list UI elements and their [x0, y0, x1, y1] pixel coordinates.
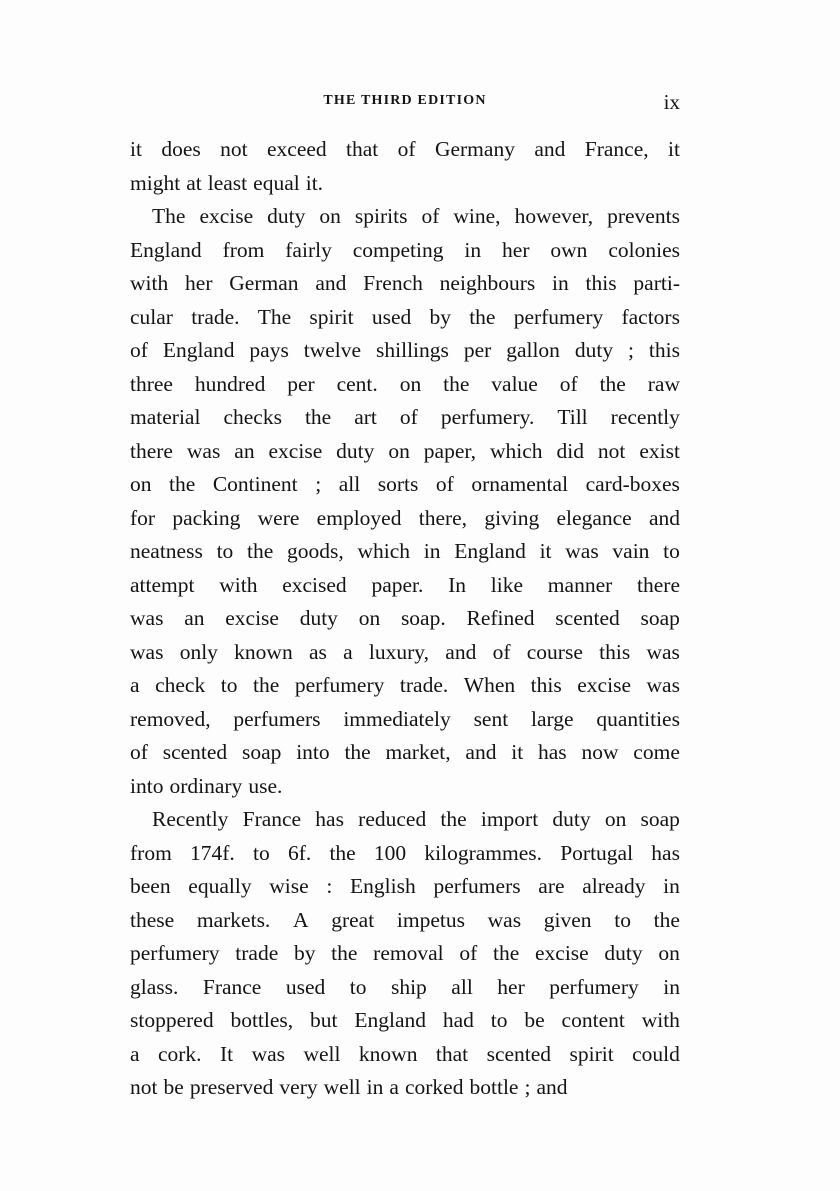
- text-line: [130, 401, 680, 435]
- word: in: [663, 974, 680, 999]
- word: glass.: [130, 974, 179, 999]
- text-line: [130, 1004, 680, 1038]
- word: was: [487, 907, 522, 932]
- word: this: [530, 673, 562, 697]
- word: of: [435, 472, 454, 496]
- word: these: [130, 907, 175, 932]
- word: scented: [486, 1041, 552, 1066]
- word: soap: [241, 740, 282, 764]
- word: duty: [267, 204, 306, 228]
- word: did: [556, 438, 584, 463]
- word: cent.: [336, 371, 378, 396]
- word: gallon: [506, 338, 560, 362]
- word: an: [234, 438, 255, 463]
- word: as: [308, 639, 327, 664]
- word: neatness: [130, 539, 203, 563]
- word: the: [169, 472, 196, 496]
- word: spirits: [354, 204, 408, 228]
- word: the: [440, 807, 467, 831]
- word: the: [653, 907, 680, 932]
- word: like: [490, 572, 524, 597]
- word: the: [247, 539, 274, 563]
- word: bottle: [469, 1075, 519, 1099]
- word: England: [130, 237, 202, 262]
- word: prevents: [607, 204, 680, 228]
- word: competing: [352, 237, 444, 262]
- word: The: [152, 204, 186, 228]
- word: that: [346, 137, 379, 161]
- word: that: [435, 1041, 469, 1066]
- word: from: [222, 237, 265, 262]
- word: of: [421, 204, 440, 228]
- word: English: [350, 874, 416, 898]
- word: by: [293, 941, 316, 965]
- word: the: [304, 405, 332, 429]
- word: spirit: [569, 1041, 614, 1066]
- word: her: [185, 271, 213, 295]
- word: was: [251, 1041, 286, 1066]
- word: of: [459, 941, 478, 965]
- word: 100: [373, 840, 407, 865]
- word: but: [310, 1008, 338, 1032]
- word: :: [326, 874, 333, 898]
- word: markets.: [196, 907, 271, 932]
- word: scented: [555, 606, 620, 630]
- word: great: [331, 907, 375, 932]
- word: French: [363, 271, 423, 295]
- running-head: [130, 90, 680, 118]
- word: wine,: [453, 204, 501, 228]
- word: for: [130, 505, 156, 530]
- word: ;: [628, 338, 634, 362]
- word: per: [463, 338, 492, 362]
- word: to: [614, 907, 631, 932]
- text-line: [130, 703, 680, 737]
- word: perfumers: [233, 706, 321, 731]
- word: soap: [640, 606, 680, 630]
- word: come: [633, 740, 680, 764]
- word: use.: [248, 773, 283, 798]
- word: has: [538, 740, 567, 764]
- paragraph: [130, 133, 680, 200]
- text-line: [130, 870, 680, 904]
- word: trade.: [191, 304, 240, 329]
- word: large: [530, 706, 574, 731]
- word: twelve: [303, 338, 362, 362]
- word: excise: [534, 941, 589, 965]
- word: Continent: [212, 472, 298, 496]
- word: France: [202, 974, 262, 999]
- word: this: [599, 639, 631, 664]
- word: it: [511, 740, 524, 764]
- word: there: [637, 572, 680, 597]
- word: in: [663, 874, 680, 898]
- text-line: [130, 1038, 680, 1072]
- word: duty: [552, 807, 591, 831]
- word: are: [538, 874, 565, 898]
- word: check: [155, 673, 206, 697]
- word: neighbours: [439, 271, 536, 295]
- word: paper.: [371, 572, 424, 597]
- word: to: [490, 1008, 508, 1032]
- word: has: [315, 807, 344, 831]
- word: elegance: [556, 505, 632, 530]
- word: was: [130, 639, 164, 664]
- word: 6f.: [287, 840, 312, 865]
- text-line: [130, 535, 680, 569]
- word: be: [163, 1075, 184, 1099]
- text-line: [130, 803, 680, 837]
- text-line: [130, 301, 680, 335]
- word: duty: [299, 606, 338, 630]
- text-line: [130, 468, 680, 502]
- word: removal: [373, 941, 444, 965]
- word: perfumery: [513, 304, 604, 329]
- word: the: [469, 304, 496, 329]
- word: it: [130, 137, 142, 161]
- word: was: [130, 606, 164, 630]
- word: excise: [577, 673, 631, 697]
- text-line: [130, 1071, 680, 1105]
- text-line: [130, 334, 680, 368]
- word: employed: [316, 505, 402, 530]
- paragraph: [130, 803, 680, 1105]
- word: already: [582, 874, 646, 898]
- word: known: [234, 639, 293, 664]
- word: a: [130, 673, 140, 697]
- page-number: ix: [663, 90, 680, 114]
- word: was: [565, 539, 599, 563]
- word: Refined: [466, 606, 535, 630]
- word: it: [539, 539, 552, 563]
- word: in: [552, 271, 569, 295]
- word: and: [315, 271, 347, 295]
- word: pays: [249, 338, 289, 362]
- word: had: [442, 1008, 474, 1032]
- word: luxury,: [368, 639, 430, 664]
- word: a: [389, 1075, 399, 1099]
- word: and: [648, 505, 680, 530]
- word: Recently: [152, 807, 229, 831]
- word: and: [536, 1075, 568, 1099]
- word: however,: [514, 204, 594, 228]
- word: cular: [130, 304, 173, 329]
- word: known: [358, 1041, 418, 1066]
- word: soap.: [400, 606, 446, 630]
- text-line: [130, 837, 680, 871]
- word: trade.: [399, 673, 449, 697]
- text-line: [130, 435, 680, 469]
- word: not: [220, 137, 248, 161]
- word: the: [492, 941, 520, 965]
- word: be: [524, 1008, 545, 1032]
- word: in: [366, 1075, 384, 1099]
- word: It: [220, 1041, 234, 1066]
- word: the: [599, 371, 626, 396]
- word: the: [443, 371, 470, 396]
- word: and: [534, 137, 566, 161]
- word: France: [242, 807, 302, 831]
- word: the: [344, 740, 371, 764]
- word: content: [561, 1008, 625, 1032]
- word: to: [253, 840, 270, 865]
- word: perfumery.: [440, 405, 535, 429]
- word: with: [219, 572, 258, 597]
- word: duty: [336, 438, 375, 463]
- word: on: [604, 807, 627, 831]
- word: was: [646, 639, 680, 664]
- word: used: [371, 304, 412, 329]
- word: fairly: [285, 237, 332, 262]
- word: When: [463, 673, 516, 697]
- word: on: [358, 606, 381, 630]
- word: ornamental: [471, 472, 569, 496]
- word: not: [130, 1075, 158, 1099]
- word: least: [207, 170, 248, 195]
- text-line: [130, 904, 680, 938]
- word: were: [257, 505, 300, 530]
- word: reduced: [358, 807, 427, 831]
- word: her: [502, 237, 530, 262]
- word: duty: [604, 941, 643, 965]
- word: exist: [639, 438, 680, 463]
- word: import: [480, 807, 539, 831]
- word: does: [161, 137, 201, 161]
- word: France,: [584, 137, 649, 161]
- word: checks: [223, 405, 282, 429]
- word: not: [597, 438, 626, 463]
- text-line: [130, 602, 680, 636]
- word: in: [464, 237, 482, 262]
- word: per: [287, 371, 315, 396]
- word: goods,: [287, 539, 344, 563]
- word: material: [130, 405, 201, 429]
- word: on: [319, 204, 341, 228]
- word: on: [130, 472, 152, 496]
- text-line: [130, 569, 680, 603]
- text-line: [130, 669, 680, 703]
- word: cork.: [157, 1041, 202, 1066]
- word: preserved: [189, 1075, 274, 1099]
- word: of: [492, 639, 511, 664]
- word: in: [423, 539, 441, 563]
- word: of: [130, 740, 148, 764]
- word: perfumery: [294, 673, 385, 697]
- word: used: [285, 974, 326, 999]
- word: was: [186, 438, 221, 463]
- word: spirit: [309, 304, 354, 329]
- word: was: [646, 673, 680, 697]
- word: ;: [524, 1075, 531, 1099]
- word: excise: [225, 606, 279, 630]
- word: the: [331, 941, 358, 965]
- text-line: [130, 736, 680, 770]
- word: all: [451, 974, 473, 999]
- text-line: [130, 267, 680, 301]
- word: it.: [305, 170, 324, 195]
- word: parti-: [633, 271, 680, 295]
- word: by: [429, 304, 451, 329]
- word: exceed: [266, 137, 327, 161]
- word: with: [130, 271, 169, 295]
- paragraph: [130, 200, 680, 803]
- word: paper,: [423, 438, 477, 463]
- word: wise: [269, 874, 309, 898]
- word: to: [220, 673, 238, 697]
- word: removed,: [130, 706, 211, 731]
- word: from: [130, 840, 172, 865]
- text-line: [130, 937, 680, 971]
- word: sent: [473, 706, 509, 731]
- word: on: [399, 371, 422, 396]
- word: The: [257, 304, 292, 329]
- word: recently: [610, 405, 680, 429]
- word: excise: [268, 438, 323, 463]
- text-line: [130, 770, 680, 804]
- word: into: [296, 740, 330, 764]
- word: Germany: [434, 137, 515, 161]
- text-line: [130, 234, 680, 268]
- word: which: [357, 539, 411, 563]
- running-title: THE THIRD EDITION: [323, 93, 487, 108]
- text-line: [130, 971, 680, 1005]
- word: ship: [390, 974, 427, 999]
- word: In: [448, 572, 467, 597]
- word: England: [354, 1008, 427, 1032]
- word: kilogrammes.: [424, 840, 543, 865]
- word: equally: [188, 874, 252, 898]
- word: with: [641, 1008, 680, 1032]
- word: and: [445, 639, 477, 664]
- word: it: [668, 137, 680, 161]
- word: into: [130, 773, 164, 798]
- word: trade: [235, 941, 279, 965]
- word: a: [343, 639, 353, 664]
- word: shillings: [376, 338, 449, 362]
- word: giving: [484, 505, 540, 530]
- word: value: [491, 371, 538, 396]
- word: attempt: [130, 572, 195, 597]
- word: vain: [612, 539, 650, 563]
- word: perfumers: [433, 874, 521, 898]
- word: perfumery: [130, 941, 220, 965]
- word: excise: [199, 204, 254, 228]
- word: there: [130, 438, 173, 463]
- word: to: [349, 974, 367, 999]
- word: quantities: [596, 706, 680, 731]
- word: the: [329, 840, 356, 865]
- text-line: [130, 200, 680, 234]
- word: England: [162, 338, 235, 362]
- word: scented: [162, 740, 228, 764]
- word: A: [293, 907, 309, 932]
- word: colonies: [608, 237, 680, 262]
- word: of: [399, 405, 418, 429]
- word: only: [179, 639, 218, 664]
- text-line: [130, 502, 680, 536]
- word: corked: [404, 1075, 464, 1099]
- text-line: [130, 636, 680, 670]
- word: given: [543, 907, 592, 932]
- word: manner: [547, 572, 613, 597]
- word: there,: [418, 505, 468, 530]
- word: the: [253, 673, 280, 697]
- word: Portugal: [560, 840, 634, 865]
- word: soap: [640, 807, 680, 831]
- word: of: [130, 338, 148, 362]
- word: on: [658, 941, 680, 965]
- word: ordinary: [169, 773, 243, 798]
- word: has: [651, 840, 680, 865]
- word: hundred: [194, 371, 266, 396]
- word: perfumery: [549, 974, 639, 999]
- word: own: [550, 237, 588, 262]
- word: to: [216, 539, 234, 563]
- body-text: [130, 133, 680, 1105]
- word: all: [338, 472, 361, 496]
- word: impetus: [396, 907, 465, 932]
- word: Till: [557, 405, 588, 429]
- text-line: [130, 167, 680, 201]
- word: duty: [574, 338, 614, 362]
- word: raw: [647, 371, 680, 396]
- word: factors: [621, 304, 680, 329]
- word: England: [454, 539, 526, 563]
- word: packing: [172, 505, 241, 530]
- word: on: [388, 438, 410, 463]
- word: card-boxes: [585, 472, 680, 496]
- word: equal: [253, 170, 300, 195]
- word: three: [130, 371, 173, 396]
- word: at: [186, 170, 202, 195]
- word: of: [397, 137, 416, 161]
- word: and: [465, 740, 497, 764]
- word: art: [354, 405, 377, 429]
- word: which: [489, 438, 543, 463]
- word: bottles,: [230, 1008, 294, 1032]
- word: excised: [282, 572, 347, 597]
- word: might: [130, 170, 181, 195]
- word: her: [497, 974, 525, 999]
- word: been: [130, 874, 171, 898]
- word: well: [303, 1041, 341, 1066]
- word: this: [585, 271, 617, 295]
- word: German: [229, 271, 299, 295]
- word: this: [648, 338, 680, 362]
- word: immediately: [343, 706, 451, 731]
- word: stoppered: [130, 1008, 214, 1032]
- word: sorts: [377, 472, 419, 496]
- word: an: [184, 606, 205, 630]
- word: very: [279, 1075, 318, 1099]
- text-line: [130, 133, 680, 167]
- word: could: [632, 1041, 680, 1066]
- word: ;: [315, 472, 322, 496]
- word: to: [663, 539, 680, 563]
- word: 174f.: [190, 840, 235, 865]
- word: course: [526, 639, 583, 664]
- text-line: [130, 368, 680, 402]
- word: of: [559, 371, 578, 396]
- word: a: [130, 1041, 140, 1066]
- word: now: [581, 740, 619, 764]
- word: market,: [385, 740, 451, 764]
- word: well: [323, 1075, 361, 1099]
